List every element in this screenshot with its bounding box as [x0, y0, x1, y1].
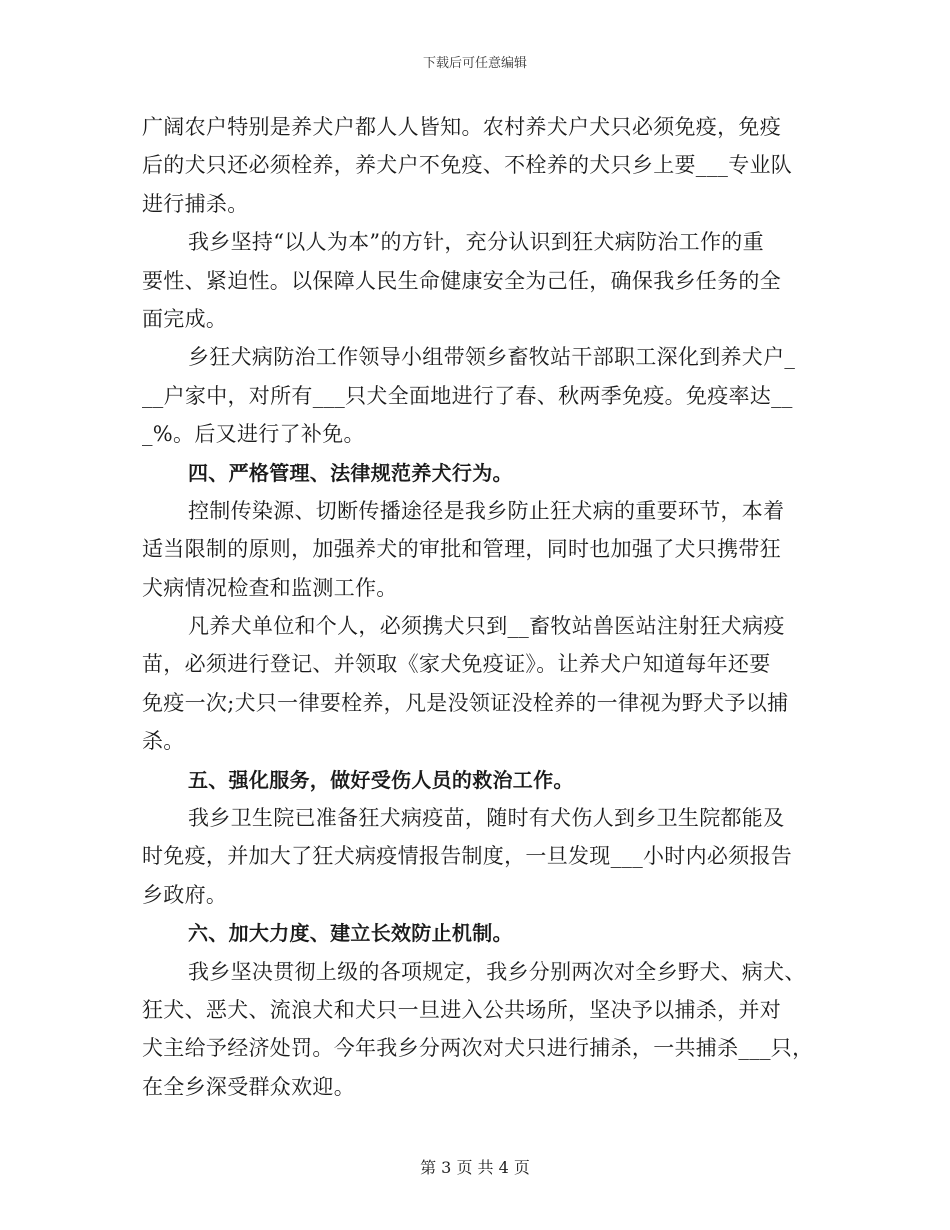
paragraph-line: 我乡卫生院已准备狂犬病疫苗，随时有犬伤人到乡卫生院都能及: [188, 806, 785, 831]
document-body: [142, 108, 814, 1106]
section-heading: 四、严格管理、法律规范养犬行为。: [188, 460, 513, 485]
paragraph-line: 后的犬只还必须栓养，养犬户不免疫、不栓养的犬只乡上要___专业队: [142, 153, 793, 178]
section-heading: 五、强化服务，做好受伤人员的救治工作。: [188, 767, 574, 792]
paragraph-line: 凡养犬单位和个人，必须携犬只到__畜牧站兽医站注射狂犬病疫: [188, 614, 785, 639]
paragraph-line: __户家中，对所有___只犬全面地进行了春、秋两季免疫。免疫率达__: [142, 383, 793, 408]
section-heading: 六、加大力度、建立长效防止机制。: [188, 921, 513, 946]
paragraph-line: 杀。: [142, 729, 185, 754]
paragraph-line: 犬主给予经济处罚。今年我乡分两次对犬只进行捕杀，一共捕杀___只，: [142, 1036, 814, 1061]
paragraph-line: 狂犬、恶犬、流浪犬和犬只一旦进入公共场所，坚决予以捕杀，并对: [142, 997, 781, 1022]
page-footer: 第 3 页 共 4 页: [420, 1158, 530, 1177]
paragraph-line: 时免疫，并加大了狂犬病疫情报告制度，一旦发现___小时内必须报告: [142, 844, 793, 869]
paragraph-line: _%。后又进行了补免。: [142, 422, 365, 447]
paragraph-line: 我乡坚持“以人为本”的方针，充分认识到狂犬病防治工作的重: [188, 230, 764, 255]
paragraph-line: 面完成。: [142, 306, 228, 331]
paragraph-line: 犬病情况检查和监测工作。: [142, 575, 398, 600]
paragraph-line: 我乡坚决贯彻上级的各项规定，我乡分别两次对全乡野犬、病犬、: [188, 959, 806, 984]
paragraph-line: 乡狂犬病防治工作领导小组带领乡畜牧站干部职工深化到养犬户_: [188, 345, 796, 370]
paragraph-line: 乡政府。: [142, 882, 228, 907]
paragraph-line: 适当限制的原则，加强养犬的审批和管理，同时也加强了犬只携带狂: [142, 537, 781, 562]
paragraph-line: 广阔农户特别是养犬户都人人皆知。农村养犬户犬只必须免疫，免疫: [142, 115, 781, 139]
paragraph-line: 免疫一次;犬只一律要栓养，凡是没领证没栓养的一律视为野犬予以捕: [142, 690, 789, 715]
paragraph-line: 在全乡深受群众欢迎。: [142, 1074, 355, 1099]
paragraph-line: 进行捕杀。: [142, 191, 249, 216]
paragraph-line: 要性、紧迫性。以保障人民生命健康安全为己任，确保我乡任务的全: [142, 268, 781, 293]
paragraph-line: 控制传染源、切断传播途径是我乡防止狂犬病的重要环节，本着: [188, 498, 785, 523]
paragraph-line: 苗，必须进行登记、并领取《家犬免疫证》。让养犬户知道每年还要: [142, 652, 771, 677]
page-header: 下载后可任意编辑: [422, 56, 527, 71]
